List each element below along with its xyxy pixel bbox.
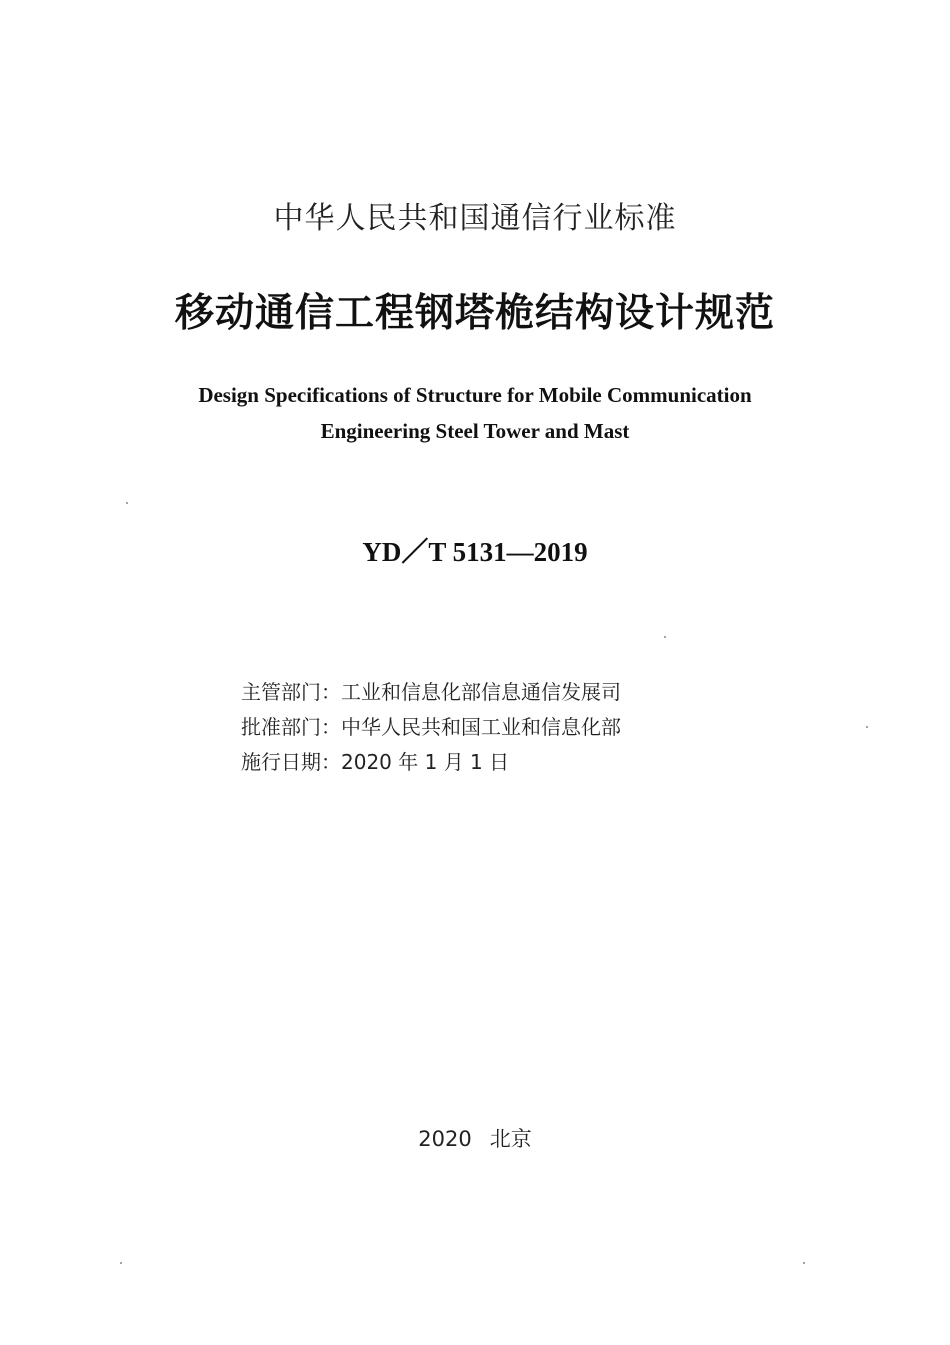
scan-speck	[120, 1262, 122, 1264]
title-chinese: 移动通信工程钢塔桅结构设计规范	[174, 291, 775, 336]
publication-footer	[0, 1123, 950, 1153]
meta-row-competent-department	[241, 675, 621, 710]
scan-speck	[664, 636, 666, 638]
scan-speck	[126, 502, 128, 504]
issuer-heading: 中华人民共和国通信行业标准	[273, 201, 677, 236]
meta-label: 主管部门：	[241, 680, 341, 704]
meta-row-effective-date	[241, 745, 621, 780]
publication-year: 2020	[418, 1127, 472, 1151]
title-english-line-2: Engineering Steel Tower and Mast	[320, 419, 630, 443]
meta-value: 2020 年 1 月 1 日	[341, 750, 510, 774]
publication-city: 北京	[489, 1127, 532, 1151]
title-english-line-1: Design Specifications of Structure for Mobile Communication	[198, 383, 752, 407]
meta-value: 中华人民共和国工业和信息化部	[341, 715, 621, 739]
metadata-block	[241, 675, 621, 780]
meta-value: 工业和信息化部信息通信发展司	[341, 680, 621, 704]
standard-code: YD／T 5131—2019	[362, 537, 588, 567]
meta-label: 批准部门：	[241, 715, 341, 739]
scan-speck	[866, 726, 868, 728]
scan-speck	[803, 1262, 805, 1264]
meta-label: 施行日期：	[241, 750, 341, 774]
meta-row-approving-department	[241, 710, 621, 745]
